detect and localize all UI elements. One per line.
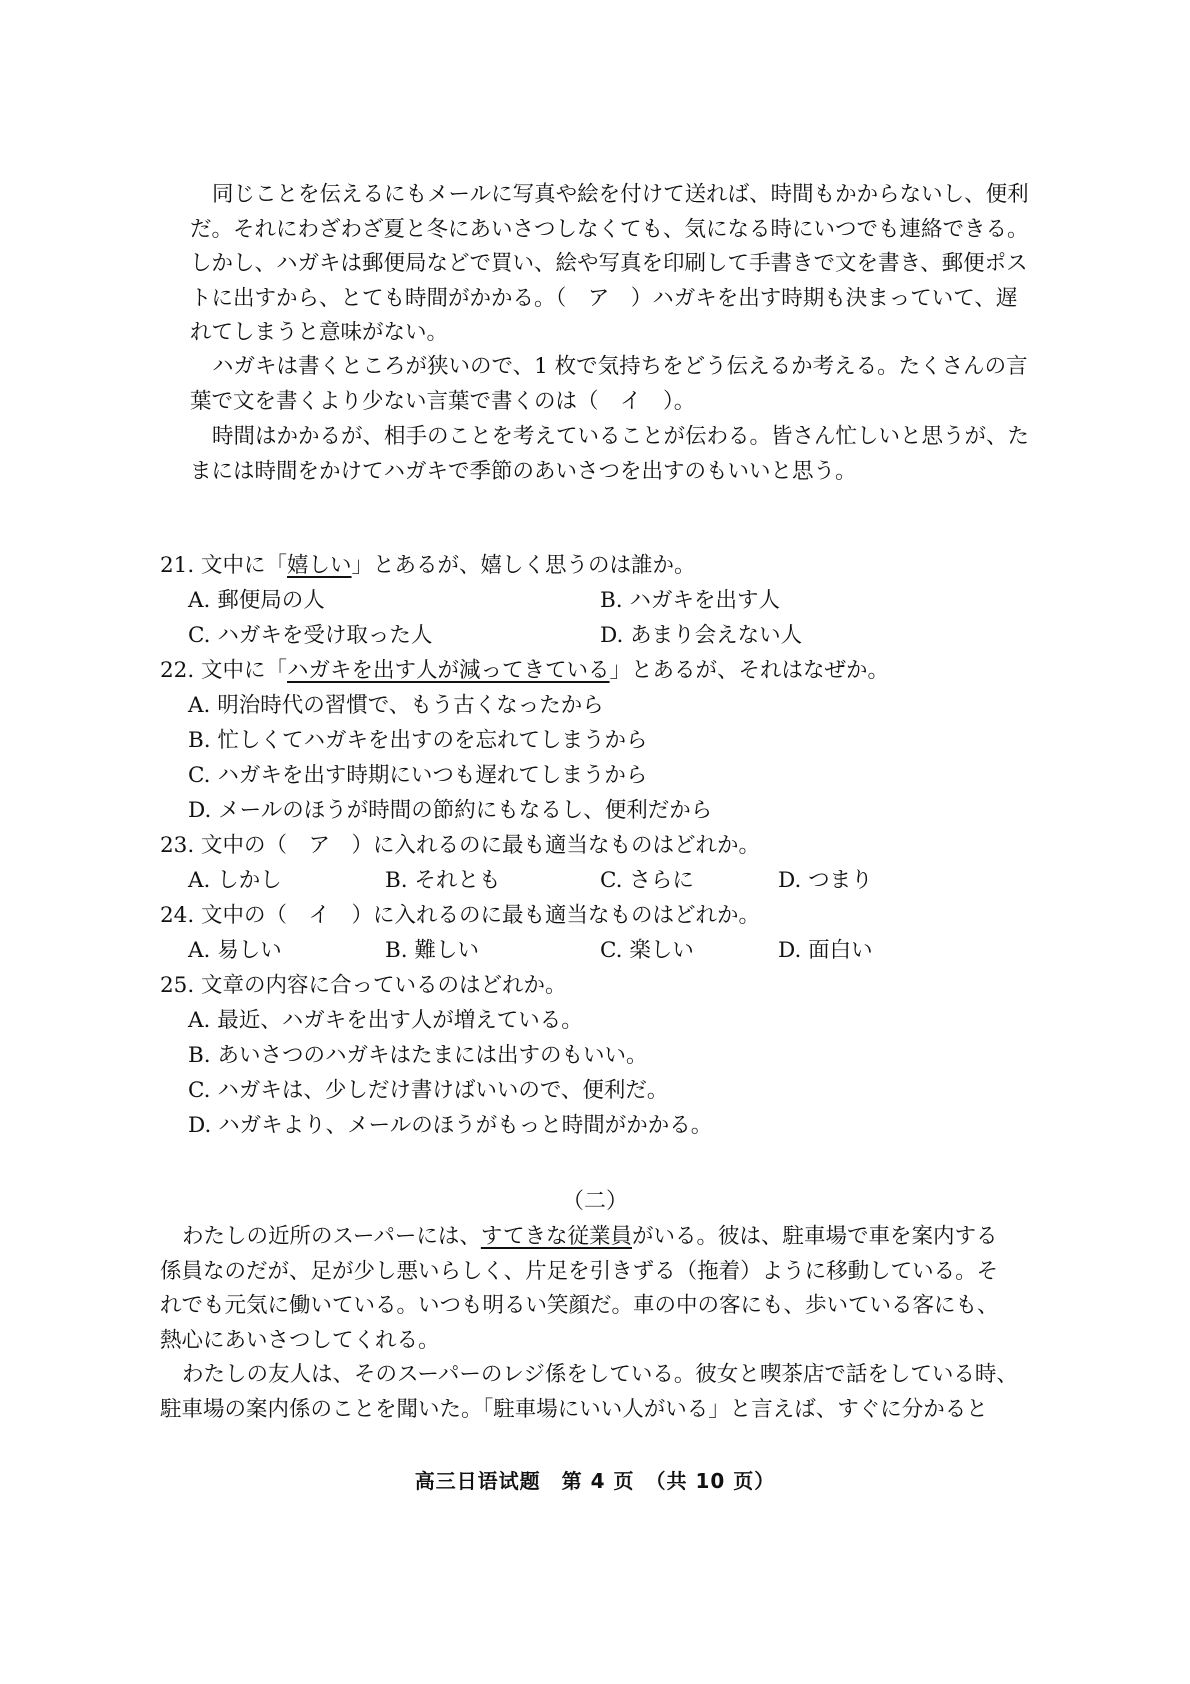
text-line: 駐車場の案内係のことを聞いた。「駐車場にいい人がいる」と言えば、すぐに分かると [160,1396,988,1422]
question-text: 」とあるが、嬉しく思うのは誰か。 [351,553,696,578]
option-21-b[interactable]: B. ハガキを出す人 [600,588,780,613]
text-line: トに出すから、とても時間がかかる。（ ア ）ハガキを出す時期も決まっていて、遅 [190,285,1018,311]
option-21-d[interactable]: D. あまり会えない人 [600,623,803,648]
option-23-a[interactable]: A. しかし [188,868,282,893]
question-23: 23. 文中の（ ア ）に入れるのに最も適当なものはどれか。 [160,833,761,858]
option-25-d[interactable]: D. ハガキより、メールのほうがもっと時間がかかる。 [188,1113,713,1138]
option-25-b[interactable]: B. あいさつのハガキはたまには出すのもいい。 [188,1043,648,1068]
question-21 [160,548,696,579]
text-segment: がいる。彼は、駐車場で車を案内する [632,1224,998,1249]
passage1-paragraph-2 [190,350,1060,419]
option-22-c[interactable]: C. ハガキを出す時期にいつも遅れてしまうから [188,763,648,788]
option-23-b[interactable]: B. それとも [385,868,501,893]
option-25-a[interactable]: A. 最近、ハガキを出す人が増えている。 [188,1008,583,1033]
text-line [160,1220,1060,1255]
underlined-phrase: すてきな従業員 [480,1224,633,1249]
question-text: 21. 文中に「 [160,553,288,578]
text-line: 係員なのだが、足が少し悪いらしく、片足を引きずる（拖着）ように移動している。そ [160,1258,999,1284]
text-line: 同じことを伝えるにもメールに写真や絵を付けて送れば、時間もかからないし、便利 [212,182,1029,207]
question-24: 24. 文中の（ イ ）に入れるのに最も適当なものはどれか。 [160,903,761,928]
option-24-c[interactable]: C. 楽しい [600,938,694,963]
text-line: 葉で文を書くより少ない言葉で書くのは（ イ ）。 [190,388,696,414]
option-24-b[interactable]: B. 難しい [385,938,479,963]
text-line: わたしの友人は、そのスーパーのレジ係をしている。彼女と喫茶店で話をしている時、 [182,1362,1018,1387]
underlined-phrase: 嬉しい [287,553,352,578]
option-23-c[interactable]: C. さらに [600,868,694,893]
text-line: 時間はかかるが、相手のことを考えていることが伝わる。皆さん忙しいと思うが、た [212,424,1030,449]
text-line: 熱心にあいさつしてくれる。 [160,1327,440,1353]
option-24-d[interactable]: D. 面白い [778,938,873,963]
option-24-a[interactable]: A. 易しい [188,938,282,963]
option-22-a[interactable]: A. 明治時代の習慣で、もう古くなったから [188,693,604,718]
option-21-c[interactable]: C. ハガキを受け取った人 [188,623,433,648]
page-footer: 高三日语试题 第 4 页 （共 10 页） [414,1469,776,1493]
text-line: だ。それにわざわざ夏と冬にあいさつしなくても、気になる時にいつでも連絡できる。 [190,216,1029,242]
option-21-a[interactable]: A. 郵便局の人 [188,588,325,613]
option-22-b[interactable]: B. 忙しくてハガキを出すのを忘れてしまうから [188,728,648,753]
option-22-d[interactable]: D. メールのほうが時間の節約にもなるし、便利だから [188,798,713,823]
passage2-paragraph-2 [160,1358,1060,1427]
text-line: しかし、ハガキは郵便局などで買い、絵や写真を印刷して手書きで文を書き、郵便ポス [190,251,1028,276]
text-line: まには時間をかけてハガキで季節のあいさつを出すのもいいと思う。 [190,458,857,484]
question-text: 22. 文中に「 [160,658,288,683]
underlined-phrase: ハガキを出す人が減ってきている [287,658,610,683]
section-title: （二） [561,1189,628,1214]
text-line: れでも元気に働いている。いつも明るい笑顔だ。車の中の客にも、歩いている客にも、 [160,1293,999,1318]
question-22 [160,653,889,684]
question-25: 25. 文章の内容に合っているのはどれか。 [160,973,567,998]
text-segment: わたしの近所のスーパーには、 [182,1224,481,1249]
text-line: れてしまうと意味がない。 [190,320,449,345]
text-line: ハガキは書くところが狭いので、1 枚で気持ちをどう伝えるか考える。たくさんの言 [212,354,1028,379]
question-text: 」とあるが、それはなぜか。 [609,658,890,683]
option-25-c[interactable]: C. ハガキは、少しだけ書けばいいので、便利だ。 [188,1078,669,1103]
passage1-paragraph-3 [190,420,1060,489]
passage2-paragraph-1 [160,1220,1060,1358]
option-23-d[interactable]: D. つまり [778,868,873,893]
passage1-paragraph-1 [190,178,1060,351]
